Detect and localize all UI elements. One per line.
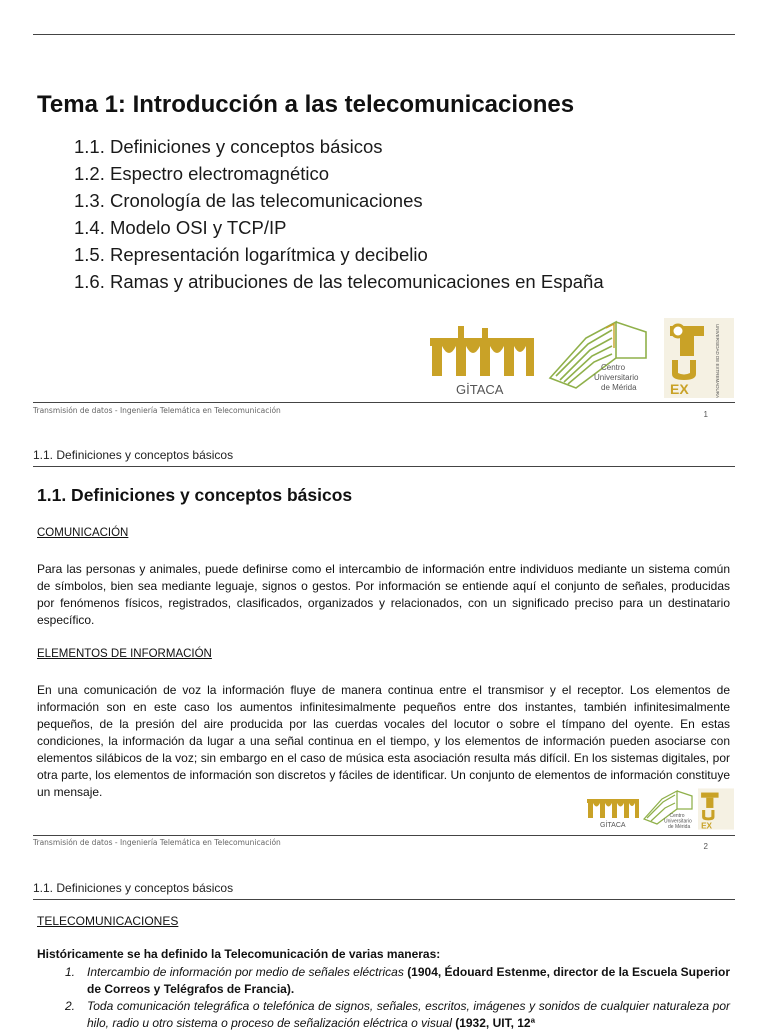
table-of-contents [74,133,604,295]
telecomunicaciones-label: TELECOMUNICACIONES [37,914,179,928]
toc-item: 1.1. Definiciones y conceptos básicos [74,136,383,157]
centro-line3-small: de Mérida [668,824,691,830]
centro-universitario-logo-small [642,788,696,830]
centro-line1: Centro [601,363,626,372]
page-number: 1 [703,410,708,419]
footer-text-2: Transmisión de datos - Ingeniería Telemática en Telecomunicación [33,838,281,847]
toc-item: 1.3. Cronología de las telecomunicaciones [74,190,423,211]
toc-item: 1.4. Modelo OSI y TCP/IP [74,217,287,238]
gitaca-logo-small [586,788,640,830]
elementos-label: ELEMENTOS DE INFORMACIÓN [37,648,212,660]
footer-rule [33,402,735,403]
list-number: 1. [65,965,76,979]
comunicacion-label: COMUNICACIÓN [37,527,129,539]
uex-logo-small [698,788,734,830]
footer-rule-2 [33,835,735,836]
section-rule [33,466,735,467]
definition-text: Toda comunicación telegráfica o telefónica de signos, señales, escritos, imágenes y sonidos de cualquier naturaleza por hilo, radio u otro sistema o proceso de señalización eléctrica o visual [87,999,730,1030]
definition-list [37,964,730,1032]
section-rule-3 [33,899,735,900]
centro-line1-small: Centro [669,813,685,819]
centro-universitario-logo [546,318,654,398]
definition-source: (1904, Édouard Estenme, director de la Escuela Superior de Correos y Telégrafos de Francia). [87,965,730,996]
uex-wordmark-small: EX [701,821,713,830]
uex-logo [664,318,734,398]
list-item [37,998,730,1032]
slide-title: Tema 1: Introducción a las telecomunicaciones [37,91,575,118]
centro-line2-small: Universitario [664,818,692,825]
page-number-2: 2 [703,842,708,851]
elementos-paragraph: En una comunicación de voz la información fluye de manera continua entre el transmisor y el receptor. Los elementos de información son en este caso los aumentos infinitesimalmente pequeños entre dos instantes, también infinitesimalmente pequeños, de la presión del aire producida por las cuerdas vocales del locutor o sobre el tímpano del oyente. En estas condiciones, la información da lugar a una señal continua en el tiempo, y los elementos de información pueden asociarse con elementos silábicos de la voz; sin embargo en el caso de música esta asociación resulta más difícil. En los sistemas digitales, por otra parte, los elementos de información son discretos y fáciles de identificar. Un conjunto de elementos de información constituye un mensaje. [37,683,730,799]
logo-group [428,318,734,398]
list-number: 2. [65,999,76,1013]
slide-heading: 1.1. Definiciones y conceptos básicos [37,485,353,505]
centro-line2: Universitario [594,373,639,382]
uex-wordmark: EX [670,381,689,397]
uex-vertical-text: UNIVERSIDAD DE EXTREMADURA [715,324,720,398]
centro-line3: de Mérida [601,383,637,392]
logo-group-small [586,788,734,830]
toc-item: 1.5. Representación logarítmica y decibelio [74,244,428,265]
gitaca-logo [428,318,536,398]
telecom-intro: Históricamente se ha definido la Telecomunicación de varias maneras: [37,947,441,961]
gitaca-wordmark-small: GİTACA [600,822,626,829]
definition-source: (1932, UIT, 12ª [455,1016,536,1030]
definition-text: Intercambio de información por medio de señales eléctricas [87,965,408,979]
gitaca-wordmark: GİTACA [456,382,504,397]
section-header-3: 1.1. Definiciones y conceptos básicos [33,881,234,895]
list-item [37,964,730,998]
toc-item: 1.6. Ramas y atribuciones de las telecomunicaciones en España [74,271,604,292]
comunicacion-paragraph: Para las personas y animales, puede definirse como el intercambio de información entre individuos mediante un sistema común de símbolos, bien sea mediante leguaje, signos o gestos. Por información se entiende aquí el conjunto de señales, producidas por fenómenos físicos, registrados, clasificados, organizados y relacionados, con un significado preciso para un destinatario específico. [37,562,730,627]
toc-item: 1.2. Espectro electromagnético [74,163,330,184]
section-header: 1.1. Definiciones y conceptos básicos [33,448,234,462]
top-rule [33,34,735,35]
footer-text: Transmisión de datos - Ingeniería Telemática en Telecomunicación [33,406,281,415]
